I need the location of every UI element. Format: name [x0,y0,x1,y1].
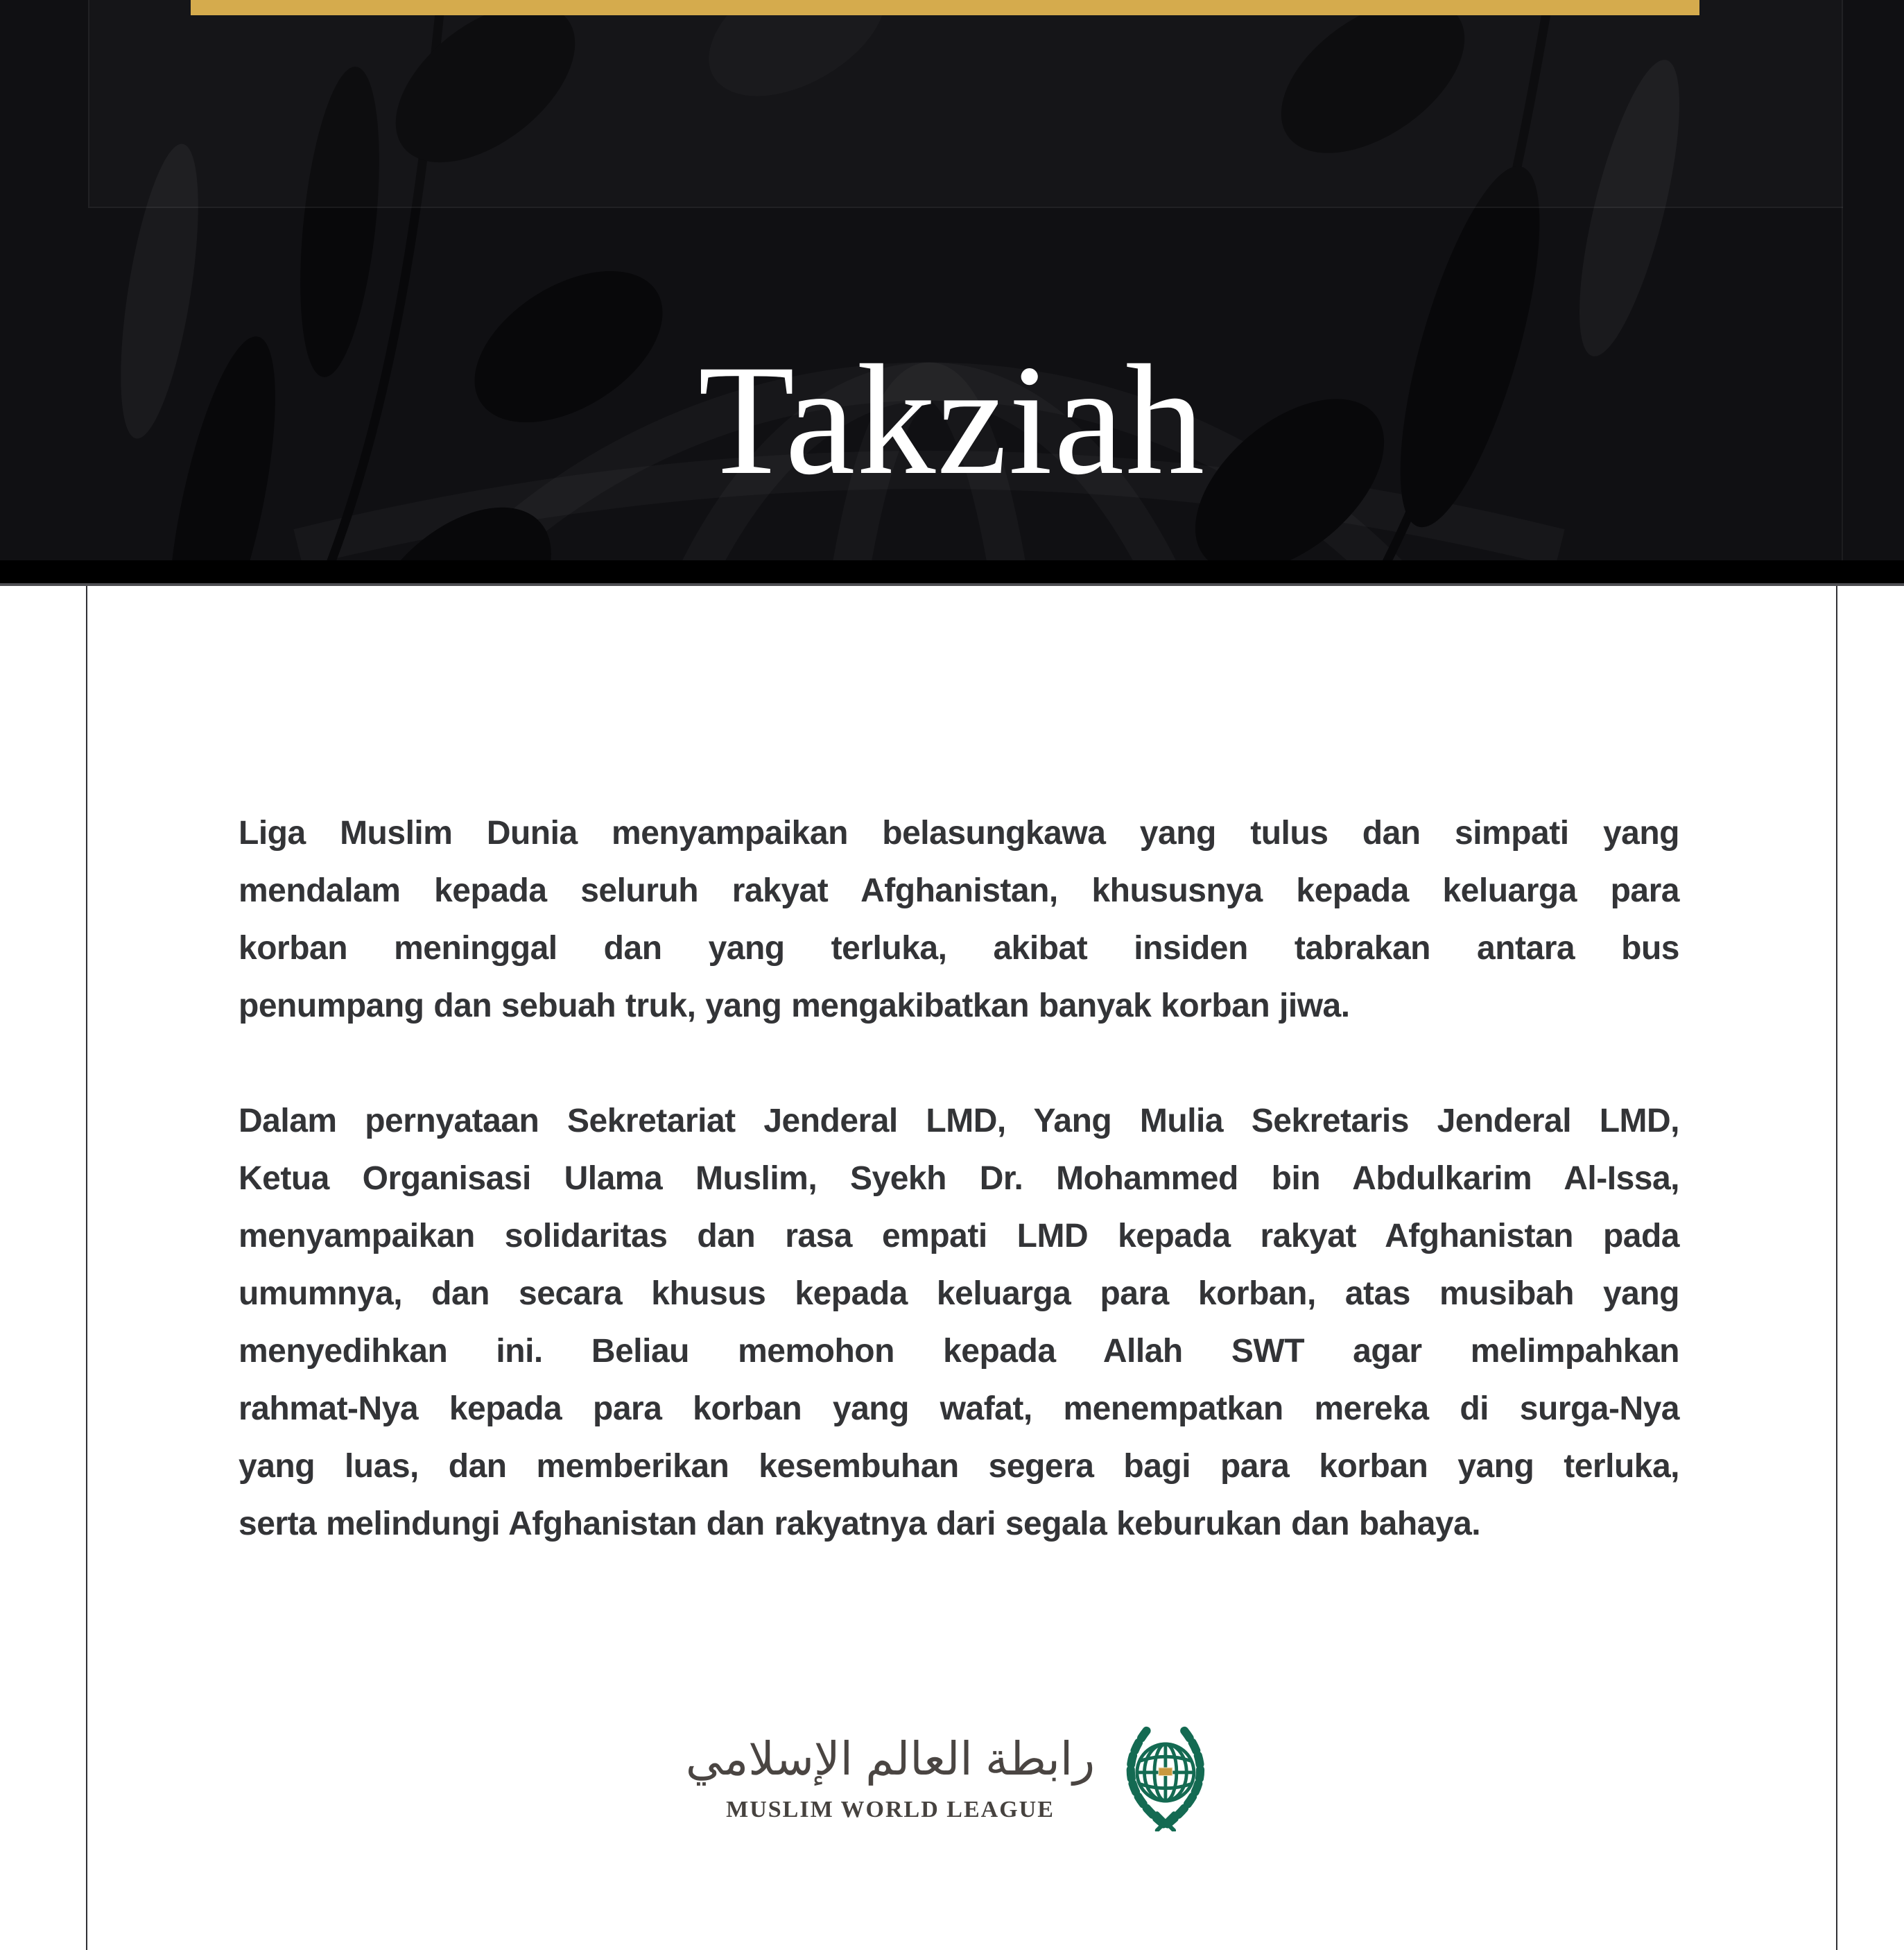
paragraph-line: mendalam kepada seluruh rakyat Afghanistan, khususnya kepada keluarga para [239,872,1679,909]
page-border-left [86,586,87,1950]
statement-body [239,804,1679,1610]
statement-page [0,586,1904,1950]
page-border-right [1836,586,1837,1950]
paragraph-line: penumpang dan sebuah truk, yang mengakibatkan banyak korban jiwa. [239,987,1350,1024]
header-inner-panel [88,0,1843,208]
paragraph-line: rahmat-Nya kepada para korban yang wafat, menempatkan mereka di surga-Nya [239,1390,1679,1427]
mwl-wordmark: MUSLIM WORLD LEAGUE [726,1796,1055,1822]
header-banner [0,0,1904,560]
paragraph-line: menyampaikan solidaritas dan rasa empati LMD kepada rakyat Afghanistan pada [239,1218,1679,1254]
paragraph-line: Liga Muslim Dunia menyampaikan belasungkawa yang tulus dan simpati yang [239,815,1679,852]
statement-paragraph [239,1092,1679,1553]
paragraph-line: yang luas, dan memberikan kesembuhan segera bagi para korban yang terluka, [239,1448,1679,1485]
gold-accent-bar [191,0,1699,15]
header-bottom-strip [0,560,1904,586]
paragraph-line: Dalam pernyataan Sekretariat Jenderal LMD, Yang Mulia Sekretaris Jenderal LMD, [239,1103,1679,1139]
condolence-paragraph [239,804,1679,1035]
mwl-logo-text [686,1726,1095,1823]
mwl-arabic-calligraphy: رابطة العالم الإسلامي [685,1733,1096,1785]
paragraph-line: serta melindungi Afghanistan dan rakyatnya dari segala keburukan dan bahaya. [239,1505,1481,1542]
page-title: Takziah [698,333,1206,508]
paragraph-line: menyedihkan ini. Beliau memohon kepada Allah SWT agar melimpahkan [239,1333,1679,1370]
mwl-logo [686,1718,1218,1831]
paragraph-line: Ketua Organisasi Ulama Muslim, Syekh Dr. Mohammed bin Abdulkarim Al-Issa, [239,1160,1679,1197]
paragraph-line: korban meninggal dan yang terluka, akibat insiden tabrakan antara bus [239,930,1679,967]
mwl-emblem-icon [1113,1718,1218,1831]
paragraph-line: umumnya, dan secara khusus kepada keluarga para korban, atas musibah yang [239,1275,1679,1312]
kaaba-door-icon [1159,1768,1172,1775]
